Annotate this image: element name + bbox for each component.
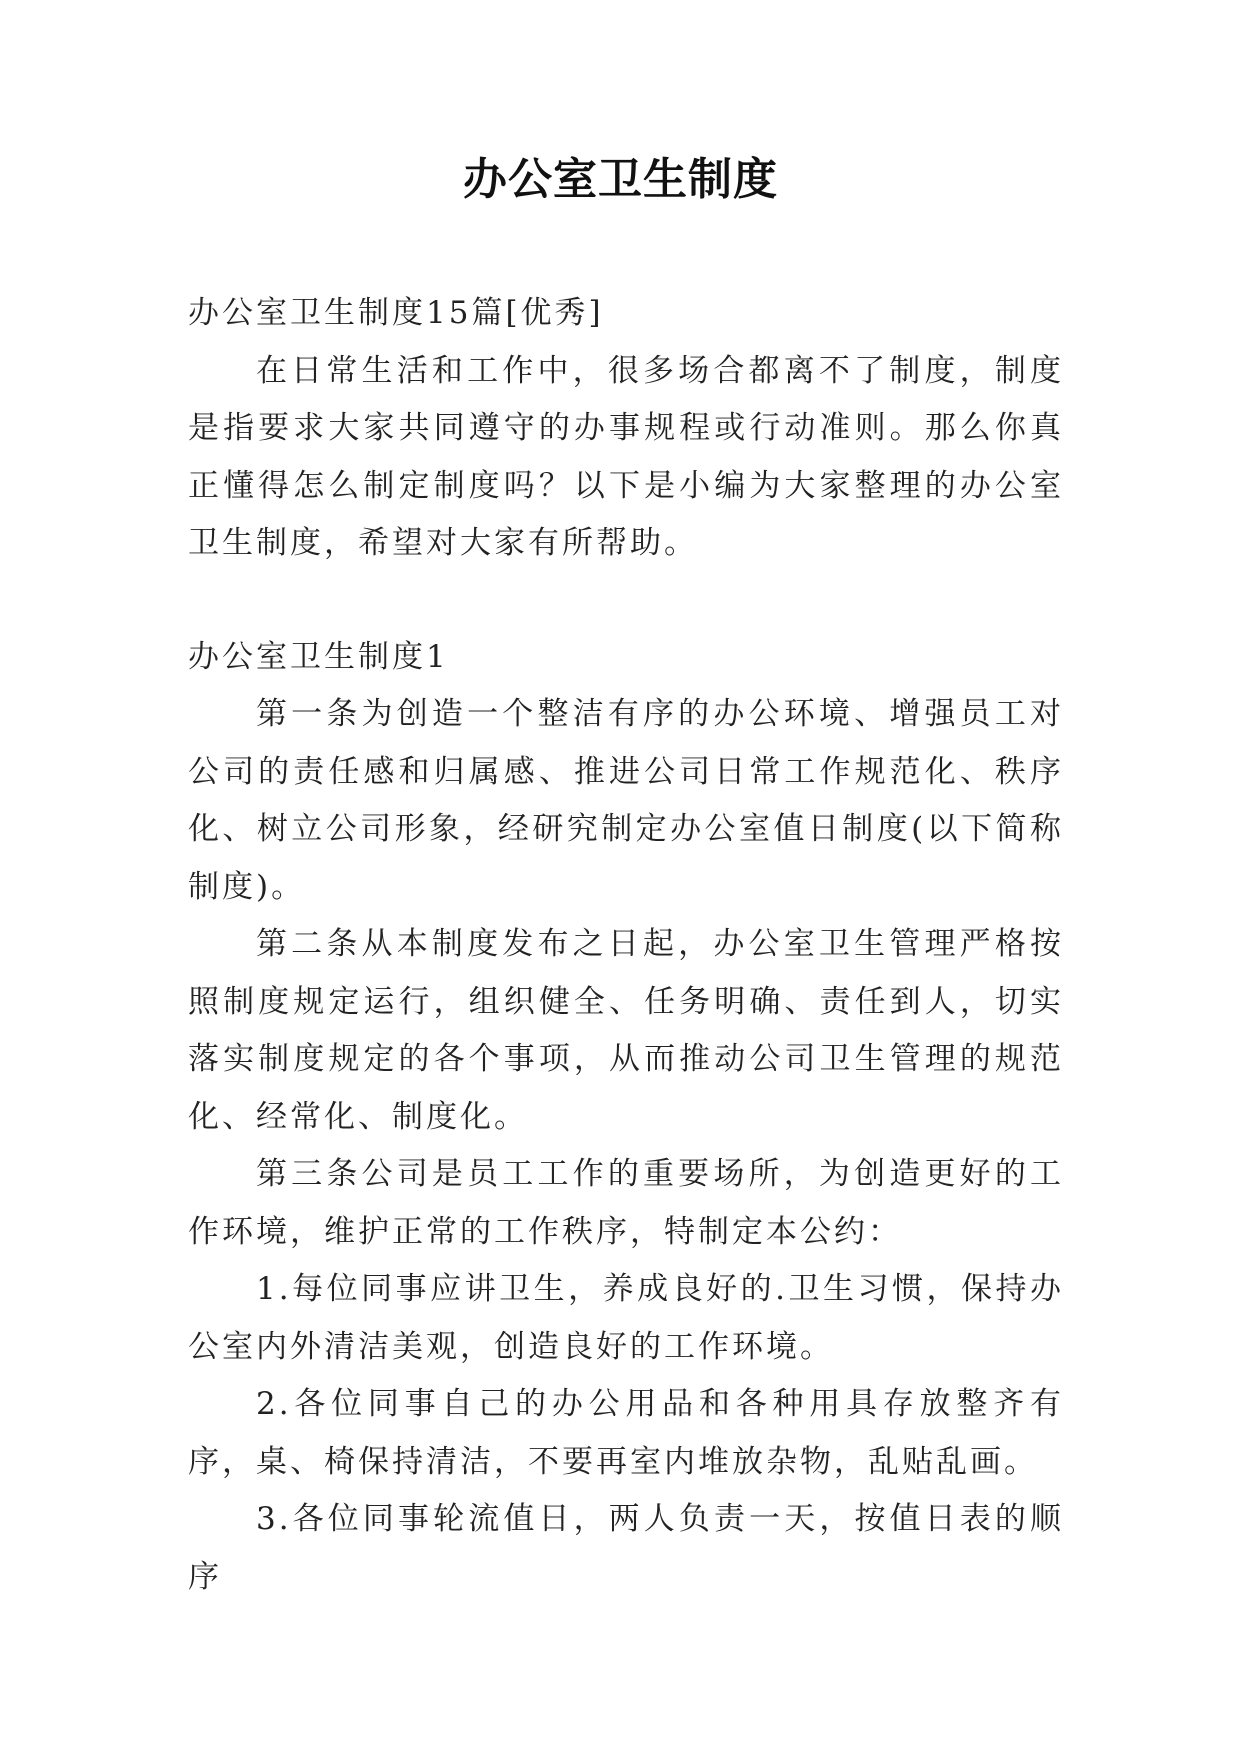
rule-item-2: 2.各位同事自己的办公用品和各种用具存放整齐有序，桌、椅保持清洁，不要再室内堆放杂物，乱贴乱画。 <box>188 1386 1064 1480</box>
article-one-paragraph: 第一条为创造一个整洁有序的办公环境、增强员工对公司的责任感和归属感、推进公司日常工作规范化、秩序化、树立公司形象，经研究制定办公室值日制度(以下简称制度)。 <box>188 696 1064 905</box>
rule-item-1: 1.每位同事应讲卫生，养成良好的.卫生习惯，保持办公室内外清洁美观，创造良好的工作环境。 <box>188 1271 1064 1365</box>
article-three-paragraph: 第三条公司是员工工作的重要场所，为创造更好的工作环境，维护正常的工作秩序，特制定本公约： <box>188 1156 1064 1250</box>
document-body <box>188 285 1064 1606</box>
document-subtitle: 办公室卫生制度15篇[优秀] <box>188 295 604 331</box>
article-two-paragraph: 第二条从本制度发布之日起，办公室卫生管理严格按照制度规定运行，组织健全、任务明确、责任到人，切实落实制度规定的各个事项，从而推动公司卫生管理的规范化、经常化、制度化。 <box>188 926 1064 1135</box>
rule-item-3: 3.各位同事轮流值日，两人负责一天，按值日表的顺序 <box>188 1501 1064 1595</box>
section-heading: 办公室卫生制度1 <box>188 638 449 675</box>
intro-paragraph: 在日常生活和工作中，很多场合都离不了制度，制度是指要求大家共同遵守的办事规程或行动准则。那么你真正懂得怎么制定制度吗？以下是小编为大家整理的办公室卫生制度，希望对大家有所帮助。 <box>188 352 1064 561</box>
document-title: 办公室卫生制度 <box>463 154 778 205</box>
